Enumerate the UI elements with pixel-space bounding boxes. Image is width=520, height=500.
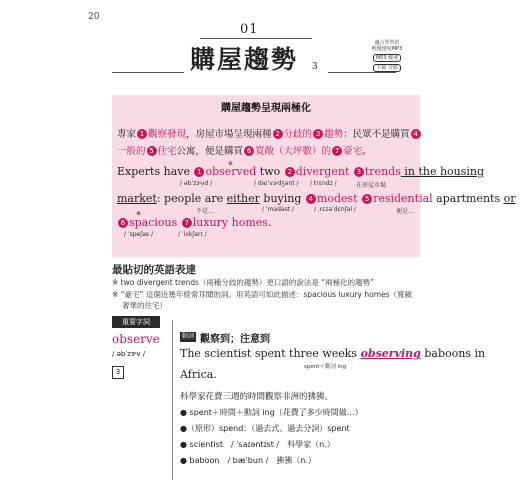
phonetic: / daɪˈvɝdʒənt /	[254, 180, 299, 187]
number-badge: 1	[194, 167, 204, 177]
page-number: 20	[88, 12, 100, 22]
highlight-word: 一般的	[117, 146, 146, 157]
en-text-underlined: or	[503, 192, 516, 205]
number-badge: 1	[137, 129, 147, 139]
en-line-1	[117, 165, 484, 178]
vocab-track: 3	[112, 366, 124, 379]
usage-bullet: ●（原形）spend：（過去式、過去分詞）spent	[180, 424, 350, 433]
phonetic: / ˌrɛzəˈdɛnʃəl /	[314, 206, 356, 213]
zh-text: 公寓，便是購買	[176, 146, 244, 157]
en-text: .	[267, 216, 272, 229]
example-sentence-2: Africa.	[180, 368, 217, 381]
example-note: spent＋動詞 ing	[304, 364, 347, 370]
star-mark: ※	[136, 210, 142, 217]
phonetic: / əbˈzɝvd /	[180, 180, 213, 187]
usage-bullet: ● spent＋時間＋動詞 ing（花費了多少時間做…）	[180, 408, 363, 417]
en-text-underlined: either	[226, 192, 260, 205]
title-rule-right	[328, 72, 396, 73]
passage-heading: 購屋趨勢呈現兩極化	[221, 103, 311, 114]
phonetic: / ˈlʌkʃərɪ /	[178, 231, 207, 238]
example-sentence-1	[180, 347, 485, 360]
highlight-word: spacious	[129, 216, 178, 229]
example-keyword: observing	[360, 347, 421, 360]
en-text	[349, 165, 353, 178]
page-title: 購屋趨勢	[190, 45, 299, 74]
number-badge: 4	[306, 194, 316, 204]
highlight-word: divergent	[295, 165, 350, 178]
zh-line-2	[117, 143, 372, 157]
example-text: The scientist spent three weeks	[180, 347, 361, 360]
en-line-3	[117, 216, 271, 229]
highlight-word: 趨勢	[324, 129, 344, 140]
phonetic: / ˈspeʃəs /	[124, 231, 153, 238]
number-badge: 5	[362, 194, 372, 204]
en-text: Experts have	[117, 165, 194, 178]
highlight-word: residential	[373, 192, 433, 205]
unit-divider	[200, 38, 312, 39]
en-text: two	[256, 165, 284, 178]
vocab-word: observe	[112, 332, 160, 346]
gloss: 便是…	[396, 208, 415, 215]
highlight-word: trends	[364, 165, 401, 178]
note-2-cont: 奢華的住宅）	[122, 301, 167, 310]
phonetic: / trɛndz /	[310, 180, 337, 187]
en-text-underlined: market	[117, 192, 157, 205]
phonetic: / ˈmadəst /	[262, 206, 295, 213]
number-badge: 3	[313, 129, 323, 139]
en-text	[177, 216, 181, 229]
en-line-2	[117, 192, 515, 205]
number-badge: 6	[244, 146, 254, 156]
zh-text: ：民眾不是購買	[343, 129, 410, 140]
zh-line-1	[117, 126, 422, 140]
number-badge: 7	[332, 146, 342, 156]
usage-bullet: ● baboon / bæˈbun / 狒狒（n.）	[180, 456, 316, 465]
en-text: buying	[259, 192, 305, 205]
highlight-word: observed	[205, 165, 257, 178]
number-badge: 2	[273, 129, 283, 139]
section-heading: 最貼切的英語表達	[112, 264, 196, 276]
mp3-logo-line2: 輕慢速度MP3	[371, 46, 403, 52]
mp3-logo-line1: 適合學習的	[374, 40, 400, 46]
note-2: ※ “豪宅” 這個近幾年經常耳聞的詞。用英語可如此描述：spacious luxury homes（寬敞	[112, 290, 413, 299]
highlight-word: luxury homes	[192, 216, 268, 229]
en-text	[358, 192, 362, 205]
highlight-word: 寬敞（大坪數）的	[255, 146, 332, 157]
part-of-speech-badge: 動詞	[181, 333, 194, 340]
title-rule-left	[112, 72, 184, 73]
number-badge: 7	[182, 218, 192, 228]
number-badge: 2	[285, 167, 295, 177]
mp3-logo-box2: 下載 音檔	[373, 64, 401, 72]
highlight-word: 住宅	[157, 146, 177, 157]
vocab-divider	[172, 320, 173, 480]
example-translation: 科學家花費三週的時間觀察非洲的狒狒。	[180, 392, 334, 402]
usage-bullet: ● scientist / ˈsaɪəntɪst / 科學家（n.）	[180, 440, 335, 449]
en-text: apartments	[432, 192, 504, 205]
en-text: : people are	[156, 192, 227, 205]
highlight-word: 分歧的	[283, 129, 313, 140]
en-text-underlined: in the housing	[400, 165, 485, 178]
track-number: 3	[312, 62, 318, 72]
vocab-definition: 觀察到；注意到	[200, 334, 270, 345]
gloss: 不是…	[196, 208, 215, 215]
gloss: 在房屋市場	[356, 182, 387, 189]
highlight-word: 觀察發現	[148, 129, 187, 140]
example-text: baboons in	[420, 347, 486, 360]
mp3-logo-box1: MP3 慢速	[373, 54, 401, 62]
unit-number: 01	[240, 22, 259, 37]
mp3-logo	[364, 40, 410, 72]
zh-text: 專家	[117, 129, 137, 140]
number-badge: 3	[354, 167, 364, 177]
number-badge: 6	[118, 218, 128, 228]
highlight-word: 豪宅	[343, 146, 363, 157]
vocab-tag: 重要字詞	[112, 316, 160, 328]
number-badge: 4	[411, 129, 421, 139]
highlight-word: modest	[316, 192, 358, 205]
vocab-phonetic: / əbˈzɝv /	[112, 350, 146, 358]
note-1: ※ two divergent trends（兩種分歧的趨勢）更口語的說法是 “兩極化的趨勢”	[112, 278, 375, 287]
star-mark: ※	[228, 160, 234, 167]
number-badge: 5	[147, 146, 157, 156]
zh-text: 。	[362, 146, 372, 157]
zh-text: ，房屋市場呈現兩種	[186, 129, 272, 140]
